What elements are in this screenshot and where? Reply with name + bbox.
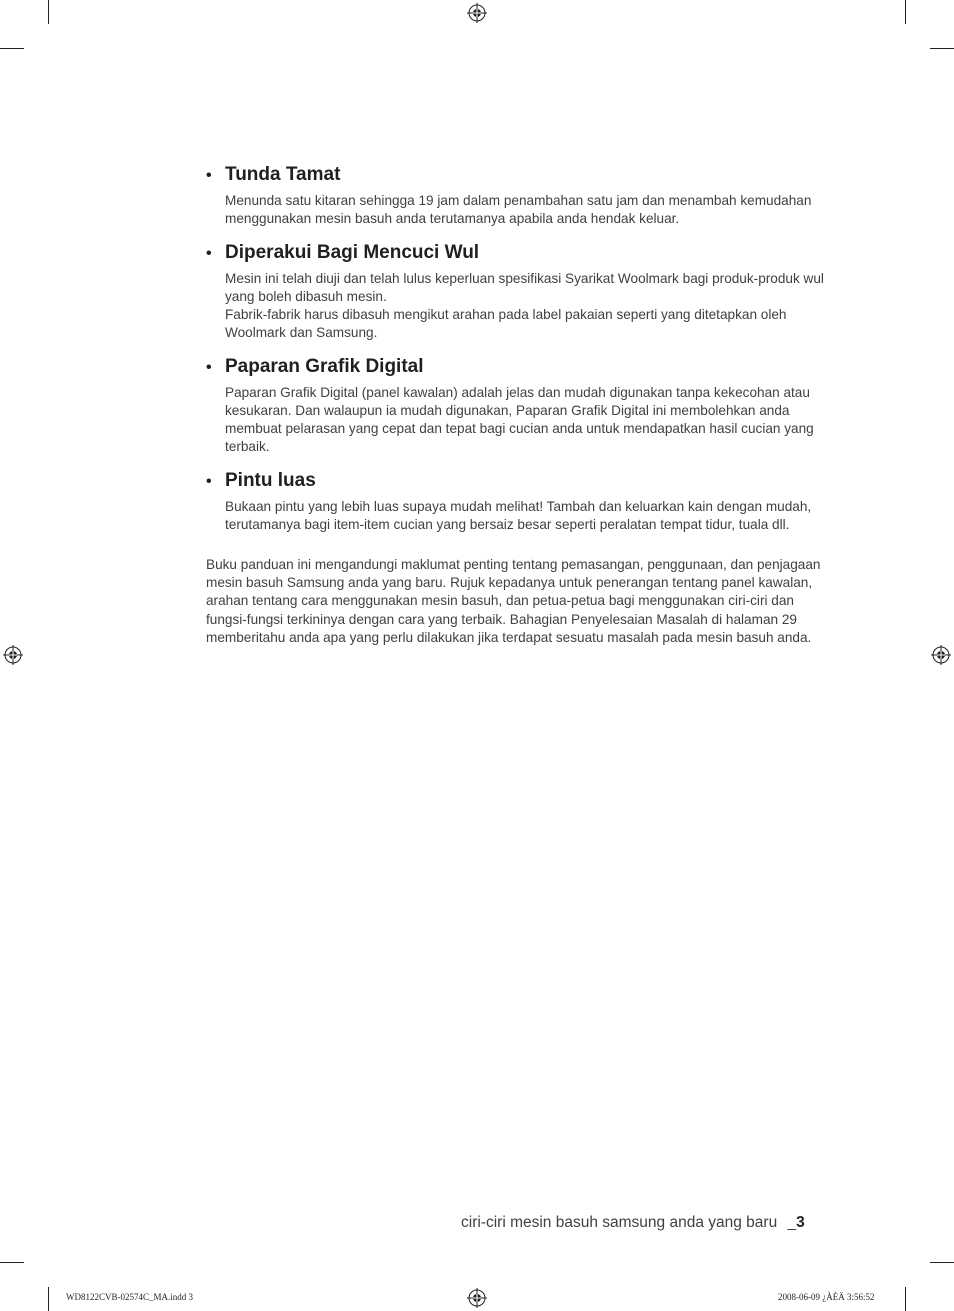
section-body [225, 270, 834, 342]
section-heading [206, 240, 834, 267]
registration-mark-left-icon [3, 645, 23, 665]
crop-mark-top-left-horizontal [0, 48, 24, 49]
page-number: 3 [796, 1214, 805, 1231]
crop-mark-top-right-vertical [905, 0, 906, 24]
bullet-icon: • [206, 359, 212, 376]
crop-mark-top-right-horizontal [930, 48, 954, 49]
registration-mark-top-icon [467, 3, 487, 23]
section-body [225, 384, 834, 456]
feature-section-pintu-luas [206, 468, 834, 534]
feature-section-wul [206, 240, 834, 342]
crop-mark-bottom-right-vertical [905, 1287, 906, 1311]
section-heading-text: Tunda Tamat [225, 164, 341, 185]
slug-datetime: 2008-06-09 ¿ÀÈÄ 3:56:52 [778, 1292, 875, 1302]
footer-page-prefix: _ [787, 1214, 797, 1231]
footer-title: ciri-ciri mesin basuh samsung anda yang baru [461, 1214, 778, 1231]
page-footer [461, 1214, 805, 1232]
bullet-icon: • [206, 473, 212, 490]
section-heading-text: Pintu luas [225, 470, 316, 491]
crop-mark-bottom-left-horizontal [0, 1262, 24, 1263]
registration-mark-bottom-icon [467, 1288, 487, 1308]
feature-section-tunda-tamat [206, 162, 834, 228]
section-heading [206, 468, 834, 495]
section-paragraph: Bukaan pintu yang lebih luas supaya mudah melihat! Tambah dan keluarkan kain dengan mudah, terutamanya bagi item-item cucian yang bersaiz besar seperti peralatan tempat tidur, tuala dll. [225, 499, 812, 532]
section-heading [206, 354, 834, 381]
registration-mark-right-icon [931, 645, 951, 665]
section-heading-text: Paparan Grafik Digital [225, 356, 424, 377]
section-paragraph: Menunda satu kitaran sehingga 19 jam dalam penambahan satu jam dan menambah kemudahan menggunakan mesin basuh anda terutamanya apabila anda hendak keluar. [225, 193, 812, 226]
main-content [206, 162, 834, 661]
section-heading-text: Diperakui Bagi Mencuci Wul [225, 242, 480, 263]
crop-mark-bottom-left-vertical [48, 1287, 49, 1311]
section-paragraph: Mesin ini telah diuji dan telah lulus keperluan spesifikasi Syarikat Woolmark bagi produk-produk wul yang boleh dibasuh mesin. [225, 271, 824, 304]
bullet-icon: • [206, 167, 212, 184]
summary-paragraph: Buku panduan ini mengandungi maklumat penting tentang pemasangan, penggunaan, dan penjagaan mesin basuh Samsung anda yang baru. Rujuk kepadanya untuk penerangan tentang panel kawalan, arahan tentang cara menggunakan mesin basuh, dan petua-petua bagi menggunakan ciri-ciri dan fungsi-fungsi terkininya dengan cara yang terbaik. Bahagian Penyelesaian Masalah di halaman 29 memberitahu anda apa yang perlu dilakukan jika terdapat sesuatu masalah pada mesin basuh anda. [206, 557, 821, 645]
slug-file-name: WD8122CVB-02574C_MA.indd 3 [66, 1292, 194, 1302]
crop-mark-bottom-right-horizontal [930, 1262, 954, 1263]
bullet-icon: • [206, 245, 212, 262]
section-body [225, 498, 834, 534]
feature-section-paparan-grafik [206, 354, 834, 456]
crop-mark-top-left-vertical [48, 0, 49, 24]
section-heading [206, 162, 834, 189]
section-paragraph: Paparan Grafik Digital (panel kawalan) adalah jelas dan mudah digunakan tanpa kekecohan atau kesukaran. Dan walaupun ia mudah digunakan, Paparan Grafik Digital ini membolehkan anda membuat pelarasan yang cepat dan tepat bagi cucian anda untuk mendapatkan hasil cucian yang terbaik. [225, 385, 814, 454]
section-body [225, 192, 834, 228]
section-paragraph: Fabrik-fabrik harus dibasuh mengikut arahan pada label pakaian seperti yang ditetapkan oleh Woolmark dan Samsung. [225, 307, 787, 340]
